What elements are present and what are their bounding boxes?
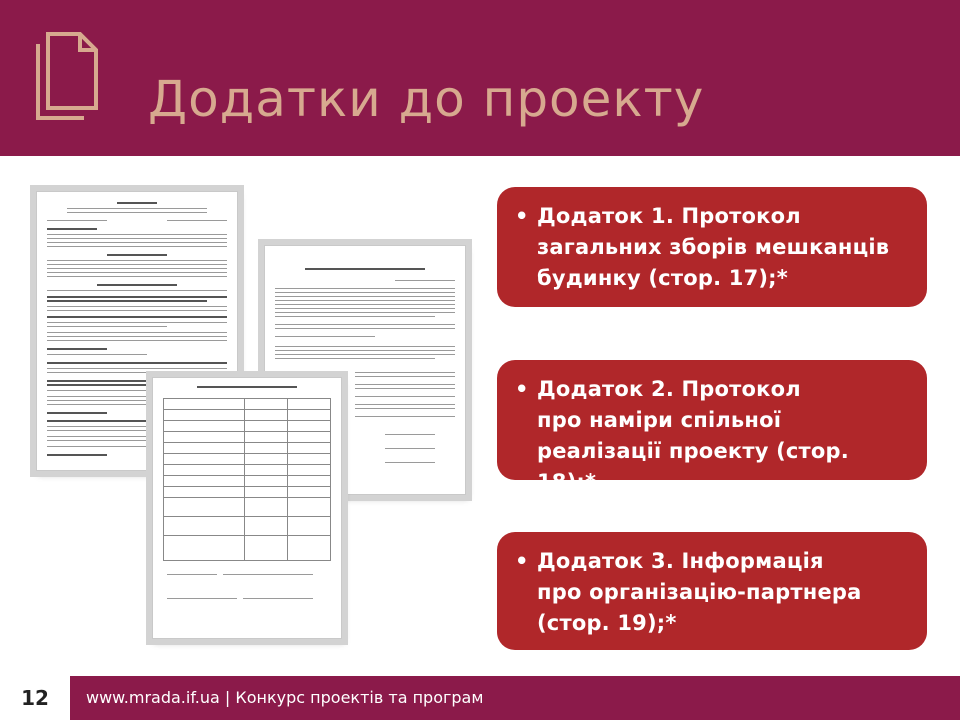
appendix-2-card: [497, 360, 927, 494]
document-copy-icon: [32, 30, 102, 124]
page-number-box: [0, 676, 70, 720]
partner-info-form: [163, 398, 331, 561]
appendix-3-card: [497, 532, 927, 650]
header-bar: [0, 0, 960, 156]
page-title: Додатки до проекту: [148, 70, 705, 128]
footer-bar: [0, 676, 960, 720]
partner-organization-info-page: [152, 377, 342, 639]
bullet-icon: •: [515, 549, 529, 573]
bullet-icon: •: [515, 377, 529, 401]
page-number: 12: [21, 686, 49, 710]
document-thumbnails: [30, 185, 470, 655]
appendix-2-text: • Додаток 2. Протокол про наміри спільної реалізації проекту (стор. 18);*: [511, 374, 907, 498]
bullet-icon: •: [515, 204, 529, 228]
appendix-3-text: • Додаток 3. Інформація про організацію-партнера (стор. 19);*: [511, 546, 907, 639]
appendix-1-card: [497, 187, 927, 307]
appendix-1-text: • Додаток 1. Протокол загальних зборів мешканців будинку (стор. 17);*: [511, 201, 907, 294]
footer-text: www.mrada.if.ua | Конкурс проектів та програм: [86, 688, 484, 707]
